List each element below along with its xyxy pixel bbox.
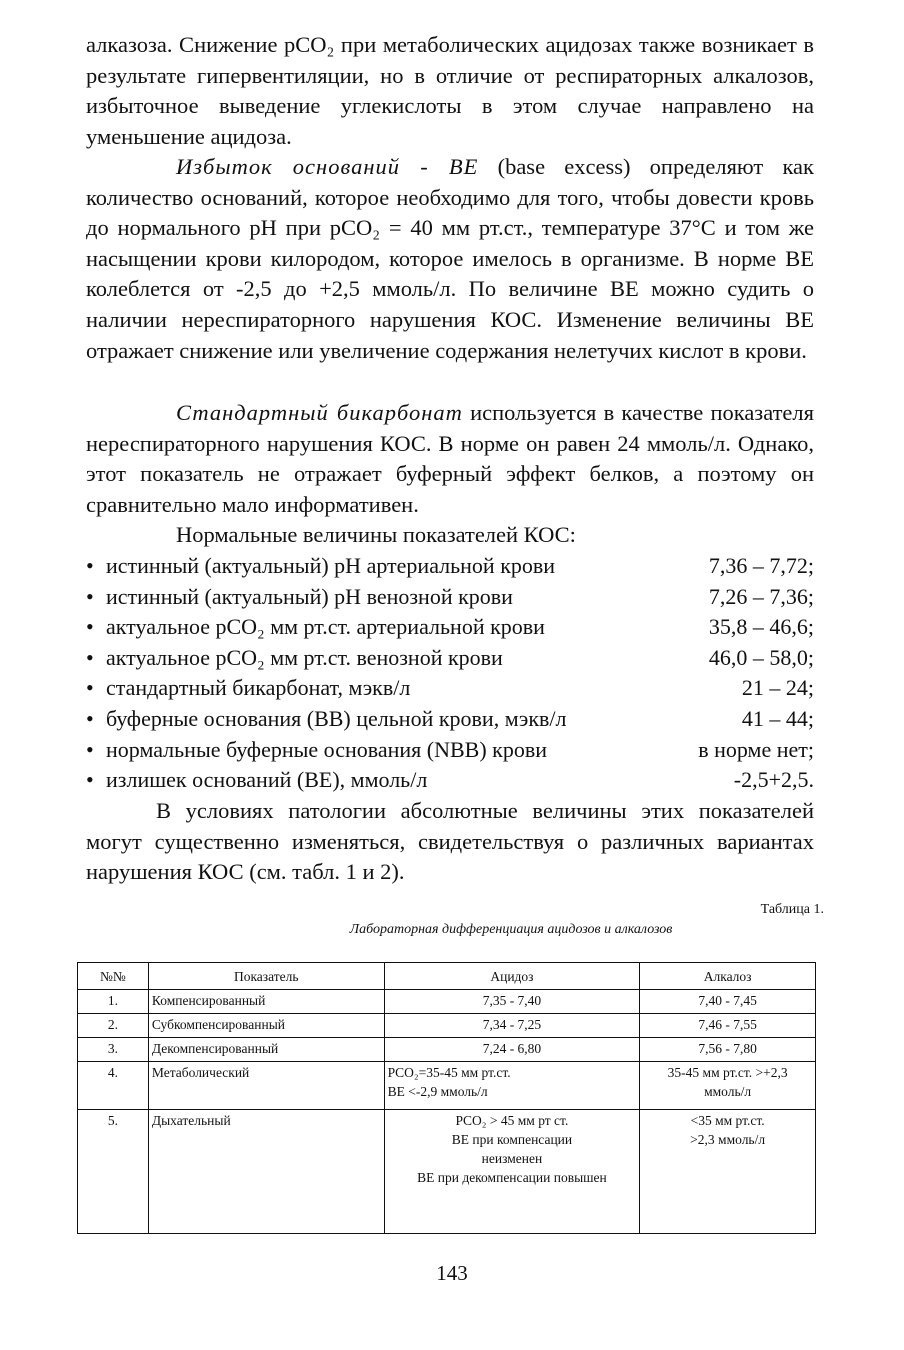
bullet-mark: •	[86, 583, 94, 609]
term-base-excess: Избыток оснований - ВЕ	[176, 154, 479, 179]
paragraph-standard-bicarbonate	[86, 398, 814, 520]
row-acidosis: 7,35 - 7,40	[384, 990, 640, 1014]
bullet-mark: •	[86, 614, 94, 640]
row-acidosis	[384, 1110, 640, 1234]
list-item-label: актуальное рCO₂ мм рт.ст. венозной крови	[106, 644, 503, 670]
bullet-mark: •	[86, 675, 94, 701]
row-acidosis: 7,34 - 7,25	[384, 1014, 640, 1038]
list-item-label: актуальное рCO₂ мм рт.ст. артериальной крови	[106, 614, 545, 640]
list-item-label: истинный (актуальный) рН венозной крови	[106, 583, 513, 609]
paragraph-alkalosis: алказоза. Снижение рCO₂ при метаболических ацидозах также возникает в результате гипервентиляции, но в отличие от респираторных алкалозов, избыточное выведение углекислоты в этом случае направлено на уменьшение ацидоза.	[86, 32, 814, 149]
term-standard-bicarbonate: Стандартный бикарбонат	[176, 400, 463, 425]
row-alkalosis: 7,56 - 7,80	[640, 1038, 816, 1062]
cell-line: >2,3 ммоль/л	[690, 1132, 766, 1147]
table-header-row	[78, 963, 816, 990]
list-item	[86, 673, 814, 704]
cell-line: ВЕ <-2,9 ммоль/л	[387, 1084, 488, 1099]
cell-line: PCO₂=35-45 мм рт.ст.	[387, 1065, 511, 1080]
list-item-value: 41 – 44;	[741, 705, 814, 731]
table-row	[78, 990, 816, 1014]
row-indicator: Компенсированный	[148, 990, 384, 1014]
list-item	[86, 765, 814, 796]
list-item	[86, 643, 814, 674]
cell-line: <35 мм рт.ст.	[690, 1113, 765, 1128]
list-item-label: нормальные буферные основания (NBB) крови	[106, 736, 547, 762]
row-indicator: Декомпенсированный	[148, 1038, 384, 1062]
list-item	[86, 582, 814, 613]
list-item-value: 7,36 – 7,72;	[708, 553, 814, 578]
table-row	[78, 1062, 816, 1110]
bullet-mark: •	[86, 644, 94, 670]
list-item-value: 21 – 24;	[741, 675, 814, 701]
row-indicator: Метаболический	[148, 1062, 384, 1110]
cell-line: ммоль/л	[704, 1084, 752, 1099]
cell-line: PCO₂ > 45 мм рт ст.	[455, 1113, 569, 1128]
row-alkalosis: 7,40 - 7,45	[640, 990, 816, 1014]
table-number: Таблица 1.	[760, 902, 824, 917]
row-acidosis	[384, 1062, 640, 1110]
row-number: 5.	[78, 1110, 149, 1234]
table-row	[78, 1038, 816, 1062]
row-alkalosis: 7,46 - 7,55	[640, 1014, 816, 1038]
row-alkalosis	[640, 1110, 816, 1234]
row-number: 1.	[78, 990, 149, 1014]
row-indicator: Дыхательный	[148, 1110, 384, 1234]
row-acidosis: 7,24 - 6,80	[384, 1038, 640, 1062]
header-acidosis: Ацидоз	[384, 963, 640, 990]
row-number: 2.	[78, 1014, 149, 1038]
normal-values-list	[86, 551, 814, 796]
paragraph-base-excess	[86, 152, 814, 366]
list-item-label: стандартный бикарбонат, мэкв/л	[106, 675, 411, 701]
list-item-label: излишек оснований (ВЕ), ммоль/л	[106, 767, 428, 793]
cell-line: 35-45 мм рт.ст. >+2,3	[667, 1065, 788, 1080]
list-item-label: истинный (актуальный) рН артериальной крови	[106, 553, 556, 578]
list-item-label: буферные основания (ВВ) цельной крови, мэкв/л	[106, 705, 567, 731]
list-item-value: 46,0 – 58,0;	[708, 644, 814, 670]
list-item	[86, 735, 814, 766]
cell-line: ВЕ при декомпенсации повышен	[417, 1170, 607, 1185]
bullet-mark: •	[86, 705, 94, 731]
list-item-value: в норме нет;	[698, 736, 814, 762]
header-indicator: Показатель	[148, 963, 384, 990]
row-alkalosis	[640, 1062, 816, 1110]
row-indicator: Субкомпенсированный	[148, 1014, 384, 1038]
normal-values-heading: Нормальные величины показателей КОС:	[176, 522, 576, 547]
list-item	[86, 704, 814, 735]
list-item-value: 35,8 – 46,6;	[708, 614, 814, 640]
differentiation-table	[77, 962, 816, 1234]
table-row	[78, 1110, 816, 1234]
row-number: 3.	[78, 1038, 149, 1062]
bullet-mark: •	[86, 736, 94, 762]
list-item-value: 7,26 – 7,36;	[708, 583, 814, 609]
table-row	[78, 1014, 816, 1038]
bullet-mark: •	[86, 553, 94, 578]
list-item-value: -2,5+2,5.	[733, 767, 814, 793]
row-number: 4.	[78, 1062, 149, 1110]
list-item	[86, 551, 814, 582]
cell-line: ВЕ при компенсации	[451, 1132, 573, 1147]
paragraph-pathology: В условиях патологии абсолютные величины этих показателей могут существенно изменяться, свидетельствуя о различных вариантах нарушения КОС (см. табл. 1 и 2).	[86, 798, 814, 885]
paragraph-base-excess-text: (base excess) определяют как количество оснований, которое необходимо для того, чтобы довести кровь до нормального рН при рCO₂ = 40 мм рт.ст., температуре 37°С и том же насыщении крови килородом, которое имелось в организме. В норме ВЕ колеблется от -2,5 до +2,5 ммоль/л. По величине ВЕ можно судить о наличии нереспираторного нарушения КОС. Изменение величины ВЕ отражает снижение или увеличение содержания нелетучих кислот в крови.	[86, 154, 814, 363]
list-item	[86, 612, 814, 643]
paragraph-standard-bicarbonate-text: используется в качестве показателя нереспираторного нарушения КОС. В норме он равен 24 ммоль/л. Однако, этот показатель не отражает буферный эффект белков, а поэтому он сравнительно мало информативен.	[86, 400, 814, 517]
header-alkalosis: Алкалоз	[640, 963, 816, 990]
header-number: №№	[78, 963, 149, 990]
bullet-mark: •	[86, 767, 94, 793]
cell-line: неизменен	[481, 1151, 543, 1166]
table-title: Лабораторная дифференциация ацидозов и алкалозов	[349, 922, 673, 937]
page-number: 143	[436, 1261, 468, 1285]
